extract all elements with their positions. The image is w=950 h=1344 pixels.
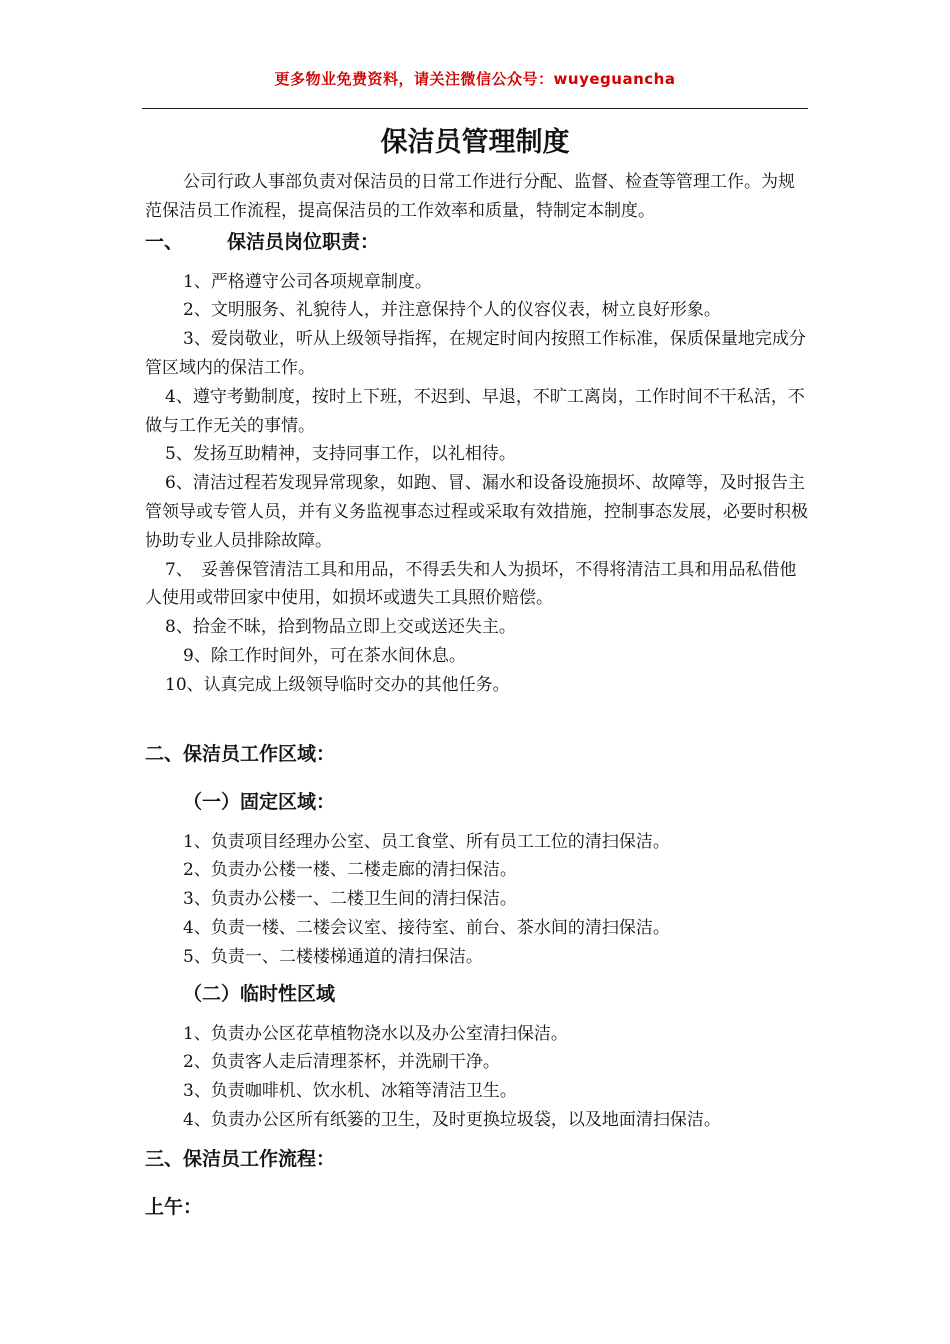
section2-heading: 二、保洁员工作区域： xyxy=(145,742,336,765)
duty-item: 7、 妥善保管清洁工具和用品，不得丢失和人为损坏，不得将清洁工具和用品私借他人使用或带回家中使用，如损坏或遗失工具照价赔偿。 xyxy=(145,559,797,609)
duty-item: 4、遵守考勤制度，按时上下班，不迟到、早退，不旷工离岗，工作时间不干私活，不做与工作无关的事情。 xyxy=(145,386,805,436)
duty-item: 2、文明服务、礼貌待人，并注意保持个人的仪容仪表，树立良好形象。 xyxy=(183,300,721,321)
area-item: 5、负责一、二楼楼梯通道的清扫保洁。 xyxy=(183,946,483,967)
area-item: 1、负责项目经理办公室、员工食堂、所有员工工位的清扫保洁。 xyxy=(183,831,670,852)
header-divider xyxy=(142,108,808,109)
page-title: 保洁员管理制度 xyxy=(380,127,570,158)
duty-item: 10、认真完成上级领导临时交办的其他任务。 xyxy=(165,674,510,695)
section1-title: 保洁员岗位职责： xyxy=(227,230,380,253)
duty-item: 1、严格遵守公司各项规章制度。 xyxy=(183,271,432,292)
area-item: 3、负责咖啡机、饮水机、冰箱等清洁卫生。 xyxy=(183,1081,517,1102)
section2-sub1-heading: （一）固定区域： xyxy=(183,790,336,813)
duty-item: 9、除工作时间外，可在茶水间休息。 xyxy=(183,645,466,666)
duty-item: 5、发扬互助精神，支持同事工作，以礼相待。 xyxy=(165,444,516,465)
area-item: 2、负责客人走后清理茶杯，并洗刷干净。 xyxy=(183,1052,500,1073)
morning-heading: 上午： xyxy=(145,1195,203,1218)
area-item: 4、负责一楼、二楼会议室、接待室、前台、茶水间的清扫保洁。 xyxy=(183,917,670,938)
section1-heading xyxy=(145,228,810,256)
area-item: 1、负责办公区花草植物浇水以及办公室清扫保洁。 xyxy=(183,1023,568,1044)
duty-item: 6、清洁过程若发现异常现象，如跑、冒、漏水和设备设施损坏、故障等，及时报告主管领导或专管人员，并有义务监视事态过程或采取有效措施，控制事态发展，必要时积极协助专业人员排除故障。 xyxy=(145,473,808,551)
section2-sub2-heading: （二）临时性区域 xyxy=(183,982,336,1005)
section3-heading: 三、保洁员工作流程： xyxy=(145,1147,336,1170)
header-note: 更多物业免费资料，请关注微信公众号：wuyeguancha xyxy=(274,70,676,88)
document-body xyxy=(145,168,810,1221)
duty-item: 8、拾金不昧，拾到物品立即上交或送还失主。 xyxy=(165,617,516,638)
area-item: 4、负责办公区所有纸篓的卫生，及时更换垃圾袋，以及地面清扫保洁。 xyxy=(183,1109,721,1130)
intro-paragraph: 公司行政人事部负责对保洁员的日常工作进行分配、监督、检查等管理工作。为规范保洁员工作流程，提高保洁员的工作效率和质量，特制定本制度。 xyxy=(145,172,795,221)
section1-number: 一、 xyxy=(145,230,184,253)
area-item: 2、负责办公楼一楼、二楼走廊的清扫保洁。 xyxy=(183,860,517,881)
duty-item: 3、爱岗敬业，听从上级领导指挥，在规定时间内按照工作标准，保质保量地完成分管区域内的保洁工作。 xyxy=(145,329,806,378)
area-item: 3、负责办公楼一、二楼卫生间的清扫保洁。 xyxy=(183,889,517,910)
